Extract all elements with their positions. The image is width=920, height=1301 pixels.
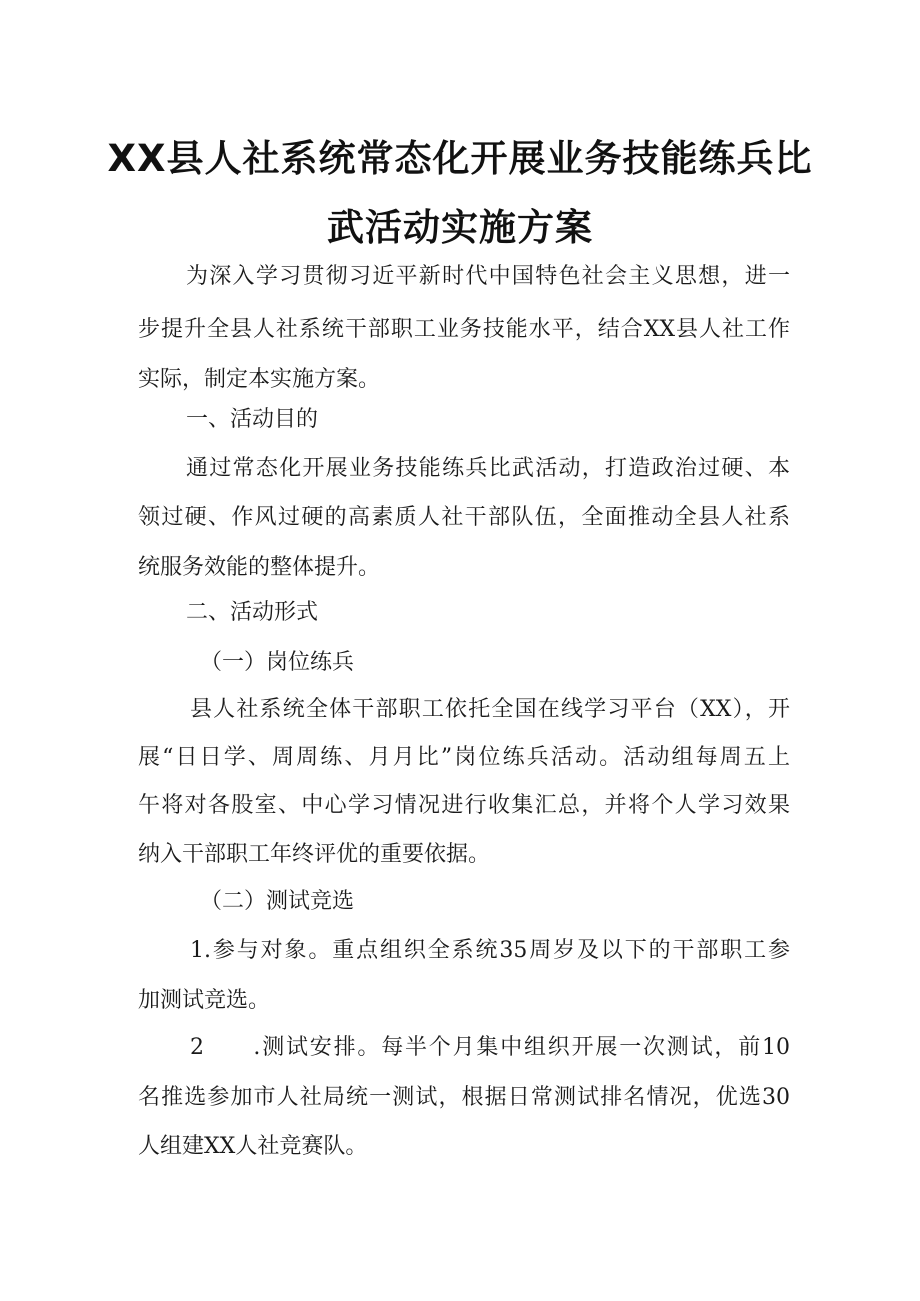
subsection-1-body-line-4: 纳入干部职工年终评优的重要依据。 bbox=[138, 842, 491, 867]
intro-line-1: 为深入学习贯彻习近平新时代中国特色社会主义思想，进一 bbox=[186, 264, 790, 289]
document-title-line-2: 武活动实施方案 bbox=[327, 206, 593, 249]
subsection-1-heading: （一）岗位练兵 bbox=[200, 650, 355, 675]
section-1-body-line-3: 统服务效能的整体提升。 bbox=[138, 555, 381, 580]
subsection-1-body-line-1: 县人社系统全体干部职工依托全国在线学习平台（XX），开 bbox=[190, 697, 790, 722]
item-2-line-2: 名推选参加市人社局统一测试，根据日常测试排名情况，优选30 bbox=[138, 1085, 790, 1110]
intro-line-2: 步提升全县人社系统干部职工业务技能水平，结合XX县人社工作 bbox=[138, 317, 790, 342]
item-1-line-1: 1.参与对象。重点组织全系统35周岁及以下的干部职工参 bbox=[190, 938, 790, 963]
subsection-2-heading: （二）测试竞选 bbox=[200, 889, 355, 914]
intro-line-3: 实际，制定本实施方案。 bbox=[138, 367, 381, 392]
subsection-1-body-line-3: 午将对各股室、中心学习情况进行收集汇总，并将个人学习效果 bbox=[138, 793, 790, 818]
item-2-line-3: 人组建XX人社竞赛队。 bbox=[138, 1134, 368, 1159]
item-1-line-2: 加测试竞选。 bbox=[138, 988, 271, 1013]
section-1-body-line-2: 领过硬、作风过硬的高素质人社干部队伍，全面推动全县人社系 bbox=[138, 505, 790, 530]
section-1-body-line-1: 通过常态化开展业务技能练兵比武活动，打造政治过硬、本 bbox=[186, 456, 790, 481]
section-2-heading: 二、活动形式 bbox=[186, 600, 319, 625]
document-title-line-1: XX县人社系统常态化开展业务技能练兵比 bbox=[107, 137, 813, 180]
subsection-1-body-line-2: 展“日日学、周周练、月月比”岗位练兵活动。活动组每周五上 bbox=[138, 745, 790, 770]
section-1-heading: 一、活动目的 bbox=[186, 407, 319, 432]
item-2-line-1: 2 .测试安排。每半个月集中组织开展一次测试，前10 bbox=[190, 1035, 790, 1060]
